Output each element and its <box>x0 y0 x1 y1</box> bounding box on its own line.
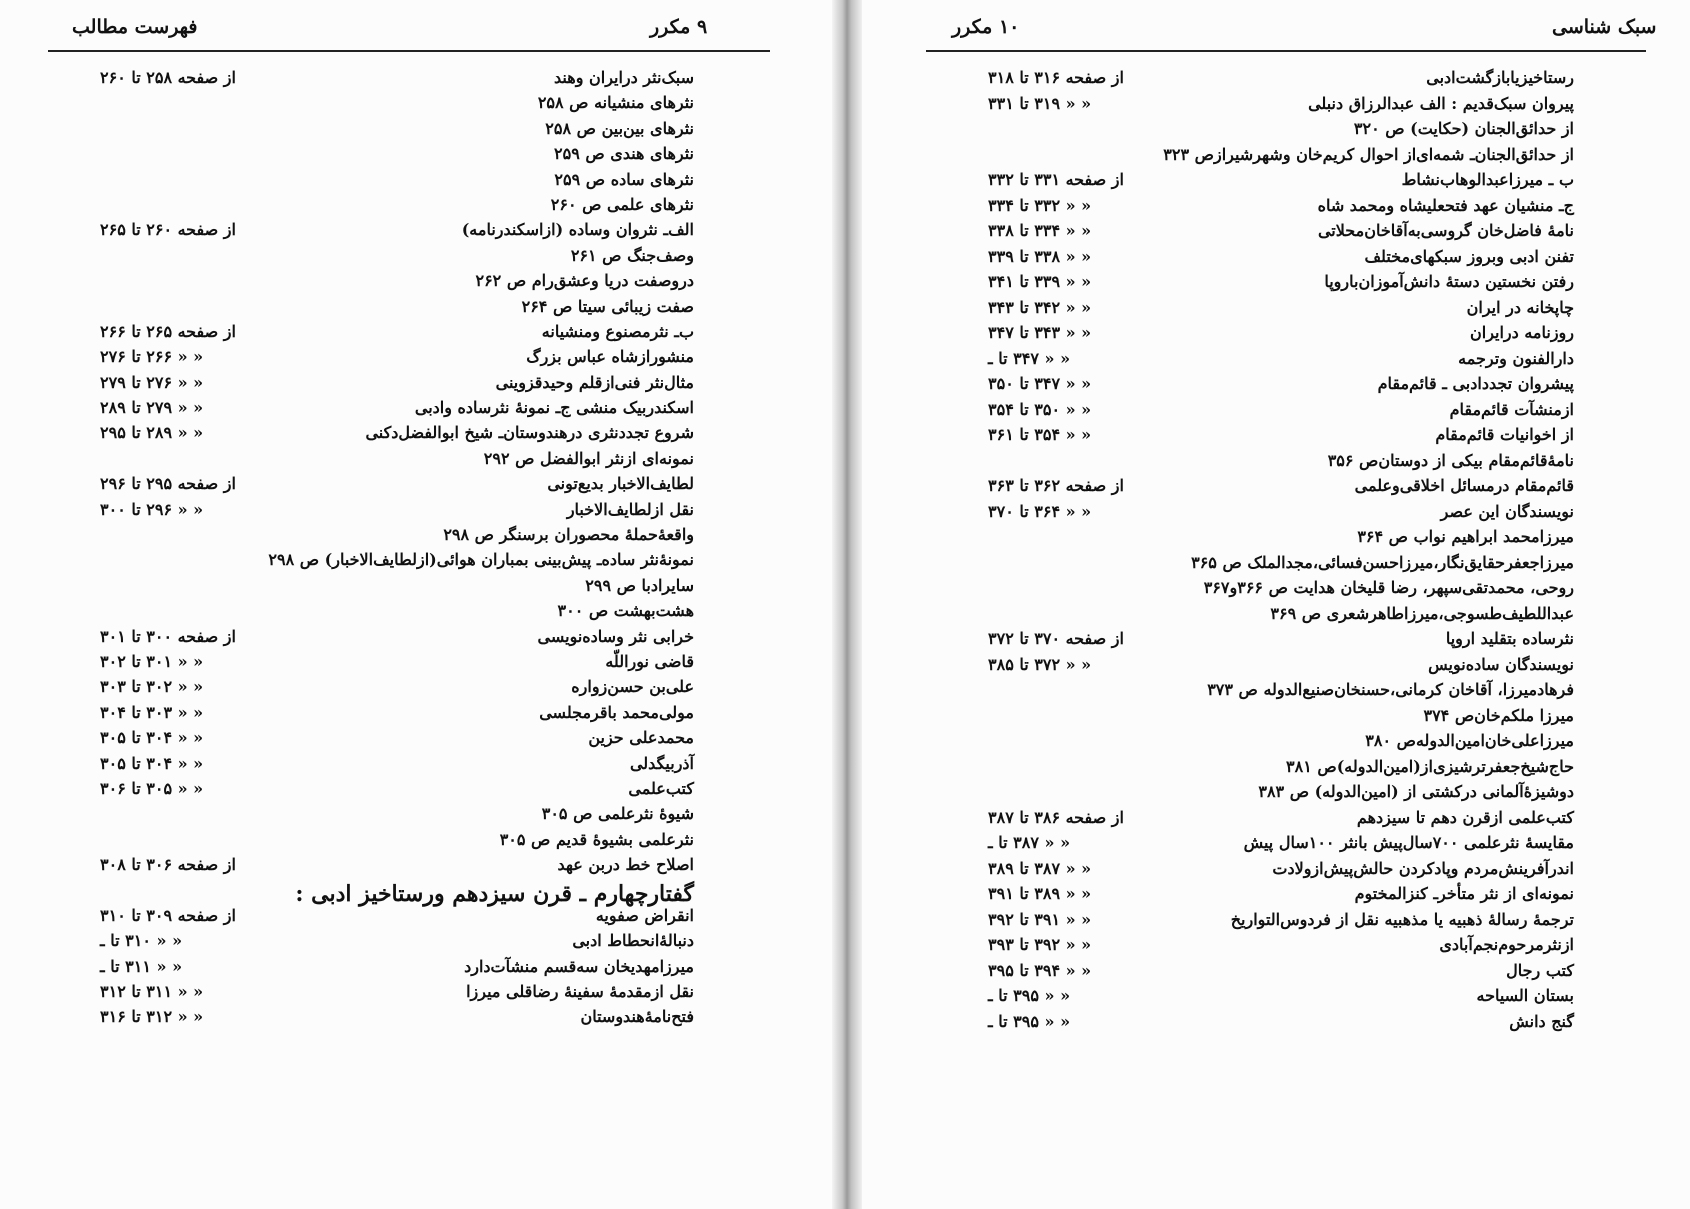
toc-entry <box>980 1012 1574 1038</box>
toc-entry-title: الف‌ـ نثروان وساده (ازاسکندرنامه) <box>461 220 694 240</box>
toc-entry-page-ref: « « ۳۰۲ تا ۳۰۳ <box>100 677 204 697</box>
toc-entry <box>80 449 694 474</box>
toc-entry-title: ج‌ـ منشیان عهد فتحعلیشاه ومحمد شاه <box>1317 195 1574 215</box>
toc-entry-title: ب ـ میرزاعبدالوهاب‌نشاط <box>1401 170 1574 189</box>
toc-entry-title: سایرادبا ص ۲۹۹ <box>585 575 694 595</box>
toc-entry <box>980 808 1574 834</box>
toc-entry-title: شروع تجددنثری درهندوستان‌ـ شیخ ابوالفضل‌دکنی <box>365 423 694 443</box>
toc-entry <box>80 779 694 804</box>
toc-entry-page-ref: از صفحه ۳۷۰ تا ۳۷۲ <box>988 629 1124 648</box>
toc-entry <box>80 855 694 880</box>
toc-entry-page-ref: « « ۳۳۸ تا ۳۳۹ <box>988 246 1092 266</box>
right-folio: ۱۰ مکرر <box>952 16 1020 38</box>
toc-entry <box>80 68 694 93</box>
toc-entry-page-ref: از صفحه ۳۰۶ تا ۳۰۸ <box>100 855 236 875</box>
toc-entry-page-ref: « « ۲۷۹ تا ۲۸۹ <box>100 398 204 418</box>
toc-entry-page-ref: از صفحه ۳۳۱ تا ۳۳۲ <box>988 170 1124 189</box>
toc-entry <box>980 731 1574 757</box>
toc-entry-title: میرزا ملکم‌خان‌ص ۳۷۴ <box>1423 705 1574 725</box>
section-heading <box>80 881 694 906</box>
toc-entry <box>980 655 1574 681</box>
toc-entry <box>980 910 1574 936</box>
toc-entry <box>80 322 694 347</box>
toc-entry <box>80 1007 694 1032</box>
toc-entry-page-ref: « « ۳۳۴ تا ۳۳۸ <box>988 221 1092 240</box>
toc-entry-title: واقعهٔ‌حملهٔ محصوران برسنگر ص ۲۹۸ <box>443 525 694 545</box>
toc-entry <box>980 119 1574 145</box>
left-folio: ۹ مکرر <box>650 16 708 38</box>
toc-entry-title: عبداللطیف‌طسوجی،میرزاطاهرشعری ص ۳۶۹ <box>1270 603 1574 623</box>
toc-entry-title: نقل ازلطایف‌الاخبار <box>566 499 694 519</box>
toc-entry <box>980 680 1574 706</box>
toc-entry-title: کتب‌علمی ازقرن دهم تا سیزدهم <box>1356 807 1574 827</box>
toc-entry-title: نثرهای علمی ص ۲۶۰ <box>550 194 694 214</box>
toc-entry-page-ref: « « ۳۴۷ تا ۳۵۰ <box>988 374 1092 393</box>
toc-entry-title: صفت زیبائی سیتا ص ۲۶۴ <box>521 296 694 316</box>
toc-entry <box>980 298 1574 324</box>
toc-entry <box>80 576 694 601</box>
toc-entry-title: محمدعلی حزین <box>588 728 694 748</box>
toc-entry <box>80 754 694 779</box>
toc-entry-title: مولی‌محمد باقرمجلسی <box>539 702 694 722</box>
left-header-rule <box>48 50 770 52</box>
toc-entry <box>80 982 694 1007</box>
toc-entry <box>980 502 1574 528</box>
toc-entry-title: از حدائق‌الجنان (حکایت) ص ۳۲۰ <box>1353 119 1574 138</box>
toc-entry-title: دنبالهٔ‌انحطاط ادبی <box>572 931 694 951</box>
toc-entry-title: دروصفت دریا وعشق‌رام ص ۲۶۲ <box>475 271 694 291</box>
toc-entry <box>80 652 694 677</box>
toc-entry <box>80 144 694 169</box>
toc-entry-page-ref: « « ۲۶۶ تا ۲۷۶ <box>100 347 204 367</box>
toc-entry-title: از اخوانیات قائم‌مقام <box>1435 425 1574 444</box>
toc-entry <box>980 527 1574 553</box>
toc-entry <box>980 961 1574 987</box>
toc-entry-title: انقراض صفویه <box>595 905 694 925</box>
toc-entry <box>980 349 1574 375</box>
toc-entry <box>80 195 694 220</box>
toc-entry-title: دارالفنون وترجمه <box>1458 348 1574 368</box>
toc-entry <box>980 323 1574 349</box>
toc-entry-title: دوشیزهٔ‌آلمانی درکشتی از (امین‌الدوله) ص ۳۸۳ <box>1258 782 1574 801</box>
toc-entry <box>80 550 694 575</box>
toc-entry <box>80 474 694 499</box>
toc-entry-title: اندرآفرینش‌مردم وپادکردن حالش‌پیش‌ازولادت <box>1272 858 1574 878</box>
toc-entry-title: خرابی نثر وساده‌نویسی <box>537 626 694 646</box>
toc-entry-page-ref: از صفحه ۳۰۹ تا ۳۱۰ <box>100 905 236 925</box>
toc-entry <box>980 935 1574 961</box>
toc-entry-title: آذربیگدلی <box>629 753 694 773</box>
toc-entry-title: علی‌بن حسن‌زواره <box>571 677 694 697</box>
toc-entry-page-ref: از صفحه ۲۶۰ تا ۲۶۵ <box>100 220 236 240</box>
toc-entry <box>980 94 1574 120</box>
toc-entry-title: منشورازشاه عباس بزرگ <box>526 347 694 367</box>
toc-entry-title: کتب‌علمی <box>628 778 694 798</box>
toc-entry-page-ref: « « ۳۹۱ تا ۳۹۲ <box>988 909 1092 929</box>
toc-entry-page-ref: « « ۳۴۳ تا ۳۴۷ <box>988 323 1092 342</box>
toc-entry-title: اسکندربیک منشی ج‌ـ نمونهٔ نثرساده وادبی <box>414 398 694 418</box>
toc-entry-page-ref: از صفحه ۳۸۶ تا ۳۸۷ <box>988 807 1124 827</box>
toc-entry <box>80 246 694 271</box>
toc-entry <box>80 119 694 144</box>
toc-entry-page-ref: « « ۳۵۰ تا ۳۵۴ <box>988 399 1092 419</box>
toc-entry <box>980 884 1574 910</box>
toc-entry-title: قاضی نوراللّه <box>605 651 694 671</box>
toc-entry <box>980 68 1574 94</box>
toc-entry-page-ref: « « ۳۰۵ تا ۳۰۶ <box>100 778 204 798</box>
toc-entry <box>980 272 1574 298</box>
toc-entry-page-ref: « « ۳۰۱ تا ۳۰۲ <box>100 651 204 671</box>
toc-entry-title: میرزاعلی‌خان‌امین‌الدوله‌ص ۳۸۰ <box>1365 731 1574 750</box>
toc-entry-page-ref: « « ۳۹۵ تا ـ <box>988 1011 1071 1031</box>
toc-entry-page-ref: از صفحه ۳۶۲ تا ۳۶۳ <box>988 476 1124 495</box>
toc-entry-title: نثرهای بین‌بین ص ۲۵۸ <box>545 118 694 138</box>
toc-entry-page-ref: « « ۳۹۴ تا ۳۹۵ <box>988 960 1092 980</box>
toc-entry-page-ref: « « ۳۶۴ تا ۳۷۰ <box>988 501 1092 521</box>
toc-entry <box>980 629 1574 655</box>
toc-entry-page-ref: « « ۲۷۶ تا ۲۷۹ <box>100 372 204 392</box>
toc-entry <box>980 782 1574 808</box>
toc-entry <box>980 196 1574 222</box>
toc-entry-title: نثرساده بتقلید اروپا <box>1445 629 1574 648</box>
toc-entry-page-ref: « « ۳۹۵ تا ـ <box>988 986 1071 1005</box>
toc-entry <box>80 525 694 550</box>
toc-entry <box>80 906 694 931</box>
toc-entry-page-ref: « « ۳۱۹ تا ۳۳۱ <box>988 93 1092 113</box>
toc-entry-title: نامهٔ‌قائم‌مقام بیکی از دوستان‌ص ۳۵۶ <box>1327 450 1574 470</box>
toc-entry-page-ref: از صفحه ۳۱۶ تا ۳۱۸ <box>988 68 1124 87</box>
toc-entry-title: لطایف‌الاخبار بدیع‌تونی <box>547 474 694 494</box>
toc-entry <box>80 500 694 525</box>
toc-entry-page-ref: « « ۲۸۹ تا ۲۹۵ <box>100 423 204 443</box>
toc-entry <box>80 957 694 982</box>
toc-entry-title: نمونهٔ‌نثر ساده‌ـ پیش‌بینی بمباران هوائی(ازلطایف‌الاخبار) ص ۲۹۸ <box>268 550 694 570</box>
toc-entry-title: اصلاح خط دربن عهد <box>557 855 694 875</box>
toc-entry-title: روزنامه درایران <box>1470 323 1574 342</box>
toc-entry-page-ref: « « ۲۹۶ تا ۳۰۰ <box>100 499 204 519</box>
toc-entry <box>980 859 1574 885</box>
toc-entry-title: نثرهای منشیانه ص ۲۵۸ <box>537 93 694 113</box>
toc-entry <box>80 271 694 296</box>
toc-entry <box>980 476 1574 502</box>
toc-entry <box>980 425 1574 451</box>
toc-entry-title: سبک‌نثر درایران وهند <box>554 68 694 87</box>
toc-entry-page-ref: « « ۳۹۲ تا ۳۹۳ <box>988 935 1092 954</box>
toc-entry-page-ref: از صفحه ۲۶۵ تا ۲۶۶ <box>100 321 236 341</box>
right-running-head: سبک شناسی <box>1552 16 1657 38</box>
book-gutter <box>832 0 862 1209</box>
toc-entry <box>80 703 694 728</box>
toc-entry-title: گنج دانش <box>1509 1011 1574 1031</box>
left-contents-list <box>80 68 694 1033</box>
toc-entry <box>980 170 1574 196</box>
toc-entry <box>980 247 1574 273</box>
right-contents-list <box>980 68 1574 1037</box>
toc-entry-title: ازمنشآت قائم‌مقام <box>1449 399 1574 419</box>
toc-entry-title: هشت‌بهشت ص ۳۰۰ <box>557 601 694 621</box>
toc-entry <box>80 677 694 702</box>
toc-entry-page-ref: « « ۳۱۰ تا ـ <box>100 931 183 951</box>
toc-entry <box>80 220 694 245</box>
toc-entry-title: میرزاجعفرحقایق‌نگار،میرزاحسن‌فسائی،مجدالملک ص ۳۶۵ <box>1191 552 1574 572</box>
toc-entry <box>80 170 694 195</box>
toc-entry-title: نقل ازمقدمهٔ سفینهٔ رضاقلی میرزا <box>466 982 694 1002</box>
toc-entry-title: رفتن نخستین دستهٔ دانش‌آموزان‌باروپا <box>1324 272 1574 291</box>
toc-entry-title: نویسندگان ساده‌نویس <box>1428 654 1574 674</box>
toc-entry <box>980 578 1574 604</box>
toc-entry <box>980 451 1574 477</box>
toc-entry <box>980 400 1574 426</box>
toc-entry <box>80 728 694 753</box>
toc-entry-title: میرزامحمد ابراهیم نواب ص ۳۶۴ <box>1357 527 1574 546</box>
toc-entry-title: نامهٔ فاضل‌خان گروسی‌به‌آقاخان‌محلاتی <box>1317 221 1574 240</box>
toc-entry <box>80 627 694 652</box>
toc-entry-title: تفنن ادبی وبروز سبکهای‌مختلف <box>1364 246 1574 266</box>
toc-entry <box>80 398 694 423</box>
toc-entry <box>80 93 694 118</box>
toc-entry-title: پیروان سبک‌قدیم : الف عبدالرزاق دنبلی <box>1308 93 1574 113</box>
toc-entry-page-ref: « « ۳۱۱ تا ـ <box>100 956 183 976</box>
toc-entry-title: رستاخیزیابازگشت‌ادبی <box>1426 68 1574 87</box>
left-running-head: فهرست مطالب <box>72 16 198 38</box>
toc-entry-page-ref: از صفحه ۲۵۸ تا ۲۶۰ <box>100 68 236 87</box>
toc-entry-page-ref: « « ۳۴۷ تا ـ <box>988 348 1071 368</box>
toc-entry-page-ref: « « ۳۴۲ تا ۳۴۳ <box>988 297 1092 317</box>
toc-entry-title: کتب رجال <box>1506 960 1574 980</box>
left-page <box>0 0 832 1209</box>
toc-entry-page-ref: « « ۳۸۹ تا ۳۹۱ <box>988 884 1092 903</box>
toc-entry-title: بستان السیاحه <box>1476 986 1574 1005</box>
toc-entry-page-ref: « « ۳۵۴ تا ۳۶۱ <box>988 425 1092 444</box>
toc-entry-page-ref: « « ۳۰۴ تا ۳۰۵ <box>100 753 204 773</box>
toc-entry-title: ازنثرمرحوم‌نجم‌آبادی <box>1439 935 1574 954</box>
toc-entry-page-ref: « « ۳۷۲ تا ۳۸۵ <box>988 654 1092 674</box>
toc-entry-page-ref: « « ۳۳۹ تا ۳۴۱ <box>988 272 1092 291</box>
toc-entry <box>980 604 1574 630</box>
toc-entry <box>980 833 1574 859</box>
toc-entry-page-ref: « « ۳۳۲ تا ۳۳۴ <box>988 195 1092 215</box>
toc-entry-title: حاج‌شیخ‌جعفرترشیزی‌از(امین‌الدوله)ص ۳۸۱ <box>1286 756 1574 776</box>
toc-entry <box>980 221 1574 247</box>
toc-entry-page-ref: از صفحه ۲۹۵ تا ۲۹۶ <box>100 474 236 494</box>
toc-entry <box>980 706 1574 732</box>
toc-entry <box>980 553 1574 579</box>
toc-entry-page-ref: « « ۳۰۴ تا ۳۰۵ <box>100 728 204 748</box>
toc-entry <box>80 423 694 448</box>
toc-entry-title: نثرعلمی بشیوهٔ قدیم ص ۳۰۵ <box>499 829 694 849</box>
toc-entry-title: وصف‌جنگ ص ۲۶۱ <box>570 245 694 265</box>
toc-entry-title: از حدائق‌الجنان‌ـ شمه‌ای‌از احوال کریم‌خان وشهرشیرازص ۳۲۳ <box>1163 144 1574 164</box>
toc-entry-title: شیوهٔ نثرعلمی ص ۳۰۵ <box>541 804 694 824</box>
toc-entry <box>80 804 694 829</box>
toc-entry-title: روحی، محمدتقی‌سپهر، رضا قلیخان هدایت ص ۳۶۶و۳۶۷ <box>1203 578 1574 597</box>
toc-entry <box>980 145 1574 171</box>
toc-entry <box>80 830 694 855</box>
toc-entry-title: پیشروان تجددادبی ‌ـ قائم‌مقام <box>1377 374 1574 393</box>
toc-entry-title: چاپخانه در ایران <box>1466 297 1574 317</box>
toc-entry <box>980 986 1574 1012</box>
toc-entry-page-ref: « « ۳۱۲ تا ۳۱۶ <box>100 1007 204 1027</box>
toc-entry-title: میرزامهدیخان سه‌قسم منشآت‌دارد <box>464 956 694 976</box>
toc-entry-page-ref: از صفحه ۳۰۰ تا ۳۰۱ <box>100 626 236 646</box>
toc-entry-page-ref: « « ۳۰۳ تا ۳۰۴ <box>100 702 204 722</box>
toc-entry-title: نویسندگان این عصر <box>1440 501 1574 521</box>
toc-entry <box>80 347 694 372</box>
right-page <box>862 0 1690 1209</box>
toc-entry-title: نثرهای هندی ص ۲۵۹ <box>554 144 694 164</box>
toc-entry <box>80 297 694 322</box>
toc-entry <box>80 931 694 956</box>
right-header-rule <box>926 50 1646 52</box>
toc-entry-title: قائم‌مقام درمسائل اخلاقی‌وعلمی <box>1354 476 1574 495</box>
toc-entry-title: فرهادمیرزا، آقاخان کرمانی،حسنخان‌صنیع‌الدوله ص ۳۷۳ <box>1207 680 1574 699</box>
toc-entry-title: ب‌ـ نثرمصنوع ومنشیانه <box>541 321 694 341</box>
toc-entry <box>980 757 1574 783</box>
toc-entry-page-ref: « « ۳۱۱ تا ۳۱۲ <box>100 982 204 1002</box>
toc-entry <box>80 601 694 626</box>
toc-entry-page-ref: « « ۳۸۷ تا ـ <box>988 833 1071 852</box>
toc-entry-title: مقایسهٔ نثرعلمی ۷۰۰سال‌پیش بانثر ۱۰۰سال پیش <box>1243 833 1574 852</box>
toc-entry-title: ترجمهٔ رسالهٔ ذهبیه یا مذهبیه نقل از فردوس‌التواریخ <box>1230 909 1574 929</box>
toc-entry-title: نمونه‌ای ازنثر ابوالفضل ص ۲۹۲ <box>483 448 694 468</box>
toc-entry-page-ref: « « ۳۸۷ تا ۳۸۹ <box>988 858 1092 878</box>
toc-entry-title: مثال‌نثر فنی‌ازقلم وحیدقزوینی <box>495 372 694 392</box>
toc-entry-title: گفتارچهارم ـ قرن سیزدهم ورستاخیز ادبی : <box>295 880 694 907</box>
toc-entry <box>980 374 1574 400</box>
toc-entry <box>80 373 694 398</box>
toc-entry-title: نمونه‌ای از نثر متأخرـ کنزالمختوم <box>1354 884 1574 903</box>
toc-entry-title: نثرهای ساده ص ۲۵۹ <box>554 169 694 189</box>
toc-entry-title: فتح‌نامهٔ‌هندوستان <box>580 1007 694 1027</box>
